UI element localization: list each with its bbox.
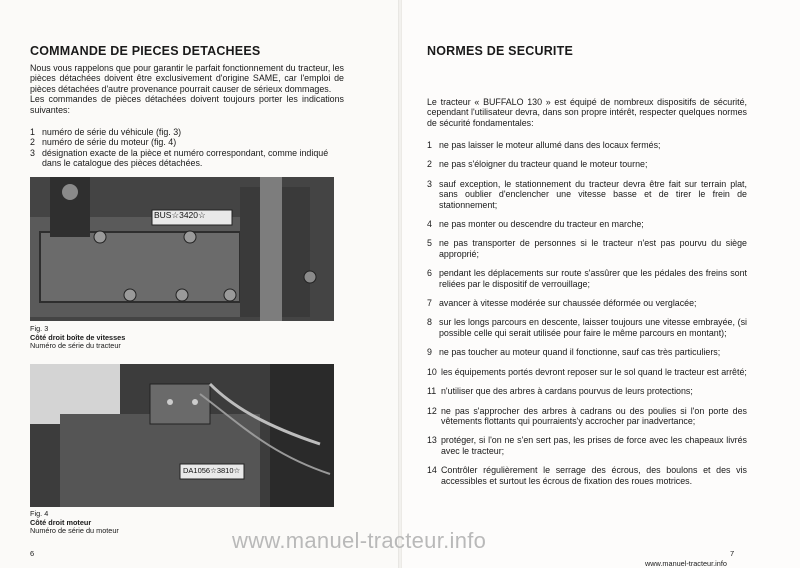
fig4-subtitle: Numéro de série du moteur [30,526,119,536]
gearbox-serial-plate: BUS☆3420☆ [154,210,206,220]
list-item-text: désignation exacte de la pièce et numéro correspondant, comme indiqué dans le catalogue des pièces détachées. [42,147,329,169]
fig3-caption [30,325,125,351]
rule-text: Contrôler régulièrement le serrage des écrous, des boulons et des vis accessibles et surtout les écrous de fixation des roues motrices. [441,465,747,486]
safety-rule [427,159,747,169]
rule-text: ne pas s'éloigner du tracteur quand le moteur tourne; [439,159,648,170]
list-item-number: 2 [30,137,35,148]
list-item-number: 3 [30,147,35,158]
safety-rule [427,268,747,289]
list-item-text: numéro de série du véhicule (fig. 3) [42,127,182,137]
rule-number: 10 [427,366,437,377]
rule-text: ne pas transporter de personnes si le tracteur n'est pas pourvu du siège approprié; [439,238,747,259]
parts-intro-text: Nous vous rappelons que pour garantir le parfait fonctionnement du tracteur, les pièces détachées doivent être exclusivement d'origine SAME, car l'emploi de pièces détachées d'autre provenance pourrait causer de sérieux dommages. [30,63,344,94]
section-title-parts-order: COMMANDE DE PIECES DETACHEES [30,44,261,58]
fig4-label: Fig. 4 [30,509,49,518]
list-item-text: numéro de série du moteur (fig. 4) [42,137,177,148]
rule-number: 11 [427,386,437,397]
site-url-footer: www.manuel-tracteur.info [645,559,727,568]
rule-text: protéger, si l'on ne s'en sert pas, les prises de force avec les chapeaux livrés avec le tracteur; [441,435,747,456]
parts-intro [30,63,344,115]
rule-number: 7 [427,298,432,309]
list-item [30,127,344,137]
rule-text: sauf exception, le stationnement du tracteur devra être fait sur terrain plat, sans oublier d'enclencher une vitesse basse et de tirer le frein de stationnement; [439,178,747,210]
safety-intro: Le tracteur « BUFFALO 130 » est équipé de nombreux dispositifs de sécurité, cependant l'utilisateur devra, dans son propre intérêt, respecter quelques normes de sécurité fondamentales: [427,97,747,128]
rule-text: ne pas laisser le moteur allumé dans des locaux fermés; [439,140,661,150]
rule-number: 6 [427,268,432,279]
safety-rule [427,367,747,377]
rule-text: avancer à vitesse modérée sur chaussée déformée ou verglacée; [439,298,697,309]
rule-text: ne pas toucher au moteur quand il fonctionne, sauf cas très particuliers; [439,347,721,358]
rule-number: 9 [427,347,432,358]
safety-rule [427,317,747,338]
gearbox-illustration [30,177,334,321]
rule-number: 14 [427,465,437,476]
safety-rule [427,347,747,357]
fig3-label: Fig. 3 [30,324,49,333]
safety-rule [427,238,747,259]
fig3-title: Côté droit boîte de vitesses [30,332,126,342]
fig4-title: Côté droit moteur [30,517,92,527]
rule-number: 1 [427,140,432,150]
section-title-safety: NORMES DE SECURITE [427,44,573,58]
rule-number: 13 [427,435,437,446]
rule-text: sur les longs parcours en descente, laisser toujours une vitesse embrayée, (si possible celle qui serait utilisée pour faire le même parcours en montant); [439,317,747,338]
safety-rule [427,435,747,456]
list-item [30,148,344,169]
rule-number: 4 [427,219,432,230]
safety-rule [427,298,747,308]
rule-text: ne pas s'approcher des arbres à cadrans ou des poulies si l'on porte des vêtements flottants qui pourraients'y accrocher par inadvertance; [441,405,747,426]
rule-number: 8 [427,317,432,328]
rule-number: 3 [427,178,432,189]
safety-rule [427,406,747,427]
book-gutter [398,0,402,568]
fig3-subtitle: Numéro de série du tracteur [30,341,121,351]
parts-indication-list [30,127,344,169]
safety-rules-list [427,140,747,486]
rule-number: 12 [427,405,437,416]
rule-text: les équipements portés devront reposer sur le sol quand le tracteur est arrêté; [441,366,747,377]
rule-number: 5 [427,238,432,249]
engine-illustration [30,364,334,507]
engine-serial-plate: DA1056☆3810☆ [183,466,241,475]
list-item [30,137,344,147]
rule-text: n'utiliser que des arbres à cardans pourvus de leurs protections; [441,386,693,397]
safety-rule [427,219,747,229]
photo-engine-serial [30,364,334,507]
rule-text: ne pas monter ou descendre du tracteur en marche; [439,219,644,230]
rule-text: pendant les déplacements sur route s'assûrer que les pédales des freins sont reliées par le dispositif de verrouillage; [439,268,747,289]
photo-gearbox-serial [30,177,334,321]
page-number-left: 6 [30,549,35,558]
safety-rule [427,386,747,396]
safety-rule [427,465,747,486]
fig4-caption [30,510,119,536]
watermark: www.manuel-tracteur.info [232,528,487,553]
list-item-number: 1 [30,127,35,137]
safety-rule [427,179,747,210]
parts-list-intro: Les commandes de pièces détachées doivent toujours porter les indications suivantes: [30,94,344,115]
rule-number: 2 [427,159,432,170]
page-number-right: 7 [730,549,735,558]
safety-rule [427,140,747,150]
